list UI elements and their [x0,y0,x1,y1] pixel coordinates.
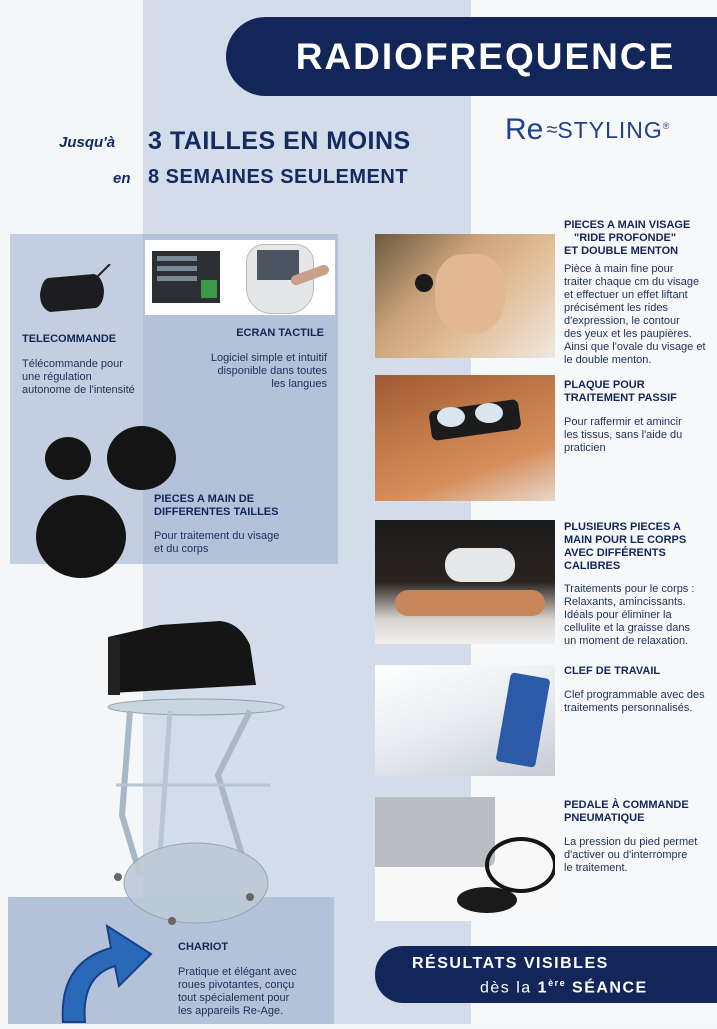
wave-icon: ≈ [546,118,555,141]
item-corps-title: PLUSIEURS PIECES A MAIN POUR LE CORPS AVEC DIFFÉRENTS CALIBRES [564,521,687,572]
item-visage-text: Pièce à main fine pour traiter chaque cm du visage et effectuer un effet liftant précisément les rides d'expression, le contour des yeux et les paupières. Ainsi que l'ovale du visage et le double menton. [564,263,706,366]
telecommande-text: Télécommande pour une régulation autonome de l'intensité [22,358,135,396]
chariot-text: Pratique et élégant avec roues pivotantes, conçu tout spécialement pour les appareils Re-Age. [178,966,297,1017]
item-pedale-title: PEDALE À COMMANDE PNEUMATIQUE [564,799,689,824]
photo-face-treatment [375,234,555,358]
machine-trolley-image [100,615,290,935]
header-banner [226,17,717,96]
item-pedale-text: La pression du pied permet d'activer ou d'interrompre le traitement. [564,836,698,874]
item-plaque-title: PLAQUE POUR TRAITEMENT PASSIF [564,379,677,404]
page-title: RADIOFREQUENCE [295,35,676,77]
footer-line-2: dès la 1ère SÉANCE [480,978,648,997]
brand-logo: Re ≈ STYLING ® [505,113,670,146]
photo-plate-treatment [375,375,555,501]
item-corps-text: Traitements pour le corps : Relaxants, amincissants. Idéals pour éliminer la cellulite et la graisse dans un moment de relaxation. [564,583,695,647]
item-visage-title: PIECES A MAIN VISAGE "RIDE PROFONDE" ET DOUBLE MENTON [564,219,691,257]
pieces-title: PIECES A MAIN DE DIFFERENTES TAILLES [154,493,279,518]
chariot-title: CHARIOT [178,941,229,953]
footer-banner [375,946,717,1003]
photo-pedal [375,797,555,921]
item-plaque-text: Pour raffermir et amincir les tissus, sans l'aide du praticien [564,416,683,454]
item-clef-title: CLEF DE TRAVAIL [564,665,661,677]
tagline-prefix-2: en [113,170,131,187]
tagline-prefix-1: Jusqu'à [59,134,116,151]
item-clef-text: Clef programmable avec des traitements personnalisés. [564,689,705,714]
remote-control-image [38,264,114,318]
handpiece-medium [107,426,176,490]
tagline-main-2: 8 SEMAINES SEULEMENT [148,166,409,188]
footer-line-1: RÉSULTATS VISIBLES [412,955,609,972]
pieces-text: Pour traitement du visage et du corps [154,530,280,555]
telecommande-title: TELECOMMANDE [22,333,117,345]
ecran-title: ECRAN TACTILE [236,327,324,339]
arrow-icon [55,912,155,1024]
tagline-main-1: 3 TAILLES EN MOINS [148,127,411,155]
photo-body-treatment [375,520,555,644]
photo-work-key [375,665,555,776]
ecran-text: Logiciel simple et intuitif disponible dans toutes les langues [210,352,327,390]
handpiece-small [45,437,91,480]
handpiece-large [36,495,126,578]
touch-screen-image [145,240,335,315]
